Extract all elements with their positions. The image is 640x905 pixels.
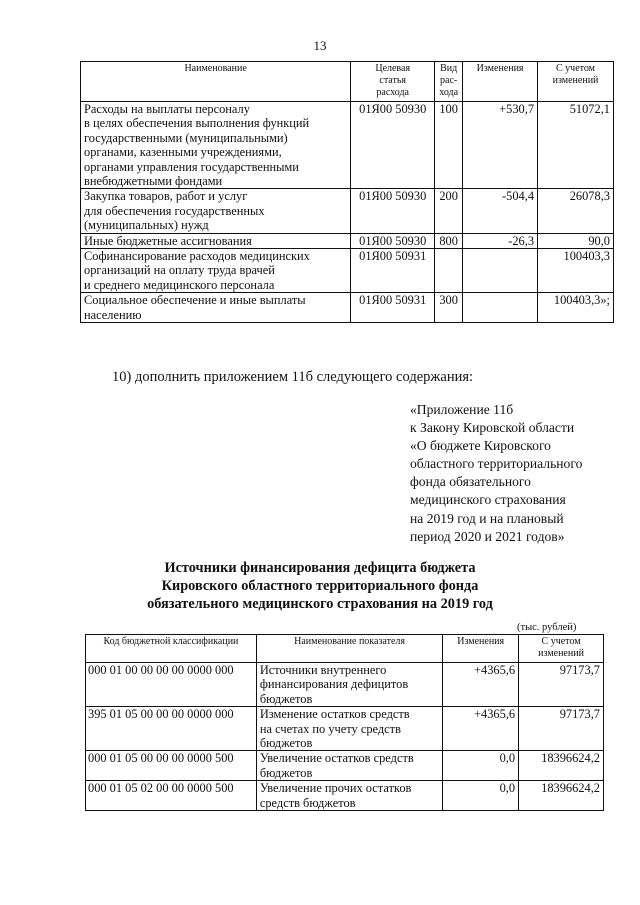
row-expense-type (435, 249, 463, 293)
row-name: Иные бюджетные ассигнования (81, 233, 351, 248)
row-name: Расходы на выплаты персоналу в целях обеспечения выполнения функций государственными (муниципальными) органами, казенными учреждениями, органами управления государственными внебюджетными фондами (81, 102, 351, 189)
row-total: 51072,1 (538, 102, 614, 189)
row-change: +4365,6 (443, 707, 519, 751)
row-name: Софинансирование расходов медицинских организаций на оплату труда врачей и среднего медицинского персонала (81, 249, 351, 293)
row-change: +530,7 (463, 102, 538, 189)
row-indicator: Источники внутреннего финансирования дефицитов бюджетов (256, 663, 442, 707)
row-target-article: 01Я00 50930 (351, 102, 435, 189)
row-total: 90,0 (538, 233, 614, 248)
header-target-article: Целевая статья расхода (351, 62, 435, 102)
row-budget-code: 395 01 05 00 00 00 0000 000 (86, 707, 257, 751)
row-budget-code: 000 01 00 00 00 00 0000 000 (86, 663, 257, 707)
header-changes: Изменения (463, 62, 538, 102)
row-target-article: 01Я00 50931 (351, 249, 435, 293)
row-total: 100403,3»; (538, 293, 614, 323)
row-indicator: Изменение остатков средств на счетах по учету средств бюджетов (256, 707, 442, 751)
header-indicator: Наименование показателя (256, 635, 442, 663)
table-row (81, 233, 614, 248)
table-row (81, 102, 614, 189)
table-row (86, 707, 604, 751)
expenditure-table (80, 61, 614, 323)
deficit-sources-table (85, 634, 604, 811)
row-total: 100403,3 (538, 249, 614, 293)
row-budget-code: 000 01 05 02 00 00 0000 500 (86, 781, 257, 811)
row-indicator: Увеличение остатков средств бюджетов (256, 751, 442, 781)
deficit-table-header (86, 635, 604, 663)
row-total: 18396624,2 (519, 781, 604, 811)
row-expense-type: 800 (435, 233, 463, 248)
amendment-paragraph: 10) дополнить приложением 11б следующего содержания: (112, 369, 474, 385)
row-change: 0,0 (443, 781, 519, 811)
table-row (81, 189, 614, 233)
row-expense-type: 300 (435, 293, 463, 323)
row-budget-code: 000 01 05 00 00 00 0000 500 (86, 751, 257, 781)
row-change: -504,4 (463, 189, 538, 233)
row-indicator: Увеличение прочих остатков средств бюджетов (256, 781, 442, 811)
table-row (86, 781, 604, 811)
header-total: С учетом изменений (538, 62, 614, 102)
row-name: Социальное обеспечение и иные выплаты населению (81, 293, 351, 323)
row-target-article: 01Я00 50930 (351, 233, 435, 248)
header-changes: Изменения (443, 635, 519, 663)
table-row (81, 293, 614, 323)
row-change: 0,0 (443, 751, 519, 781)
row-change: -26,3 (463, 233, 538, 248)
row-total: 97173,7 (519, 707, 604, 751)
units-label: (тыс. рублей) (517, 622, 577, 633)
row-change (463, 293, 538, 323)
row-target-article: 01Я00 50931 (351, 293, 435, 323)
row-target-article: 01Я00 50930 (351, 189, 435, 233)
page-number: 13 (313, 38, 327, 53)
header-name: Наименование (81, 62, 351, 102)
table-row (81, 249, 614, 293)
row-expense-type: 100 (435, 102, 463, 189)
row-total: 18396624,2 (519, 751, 604, 781)
header-total: С учетом изменений (519, 635, 604, 663)
row-change: +4365,6 (443, 663, 519, 707)
row-total: 97173,7 (519, 663, 604, 707)
section-heading: Источники финансирования дефицита бюджета Кировского областного территориального фонда обязательного медицинского страхования на 2019 год (147, 560, 493, 613)
header-expense-type: Вид рас- хода (435, 62, 463, 102)
row-total: 26078,3 (538, 189, 614, 233)
table-row (86, 751, 604, 781)
row-expense-type: 200 (435, 189, 463, 233)
expenditure-table-header (81, 62, 614, 102)
annex-reference: «Приложение 11б к Закону Кировской области «О бюджете Кировского областного территориального фонда обязательного медицинского страхования на 2019 год и на плановый период 2020 и 2021 годов» (410, 402, 583, 544)
header-budget-code: Код бюджетной классификации (86, 635, 257, 663)
row-name: Закупка товаров, работ и услуг для обеспечения государственных (муниципальных) нужд (81, 189, 351, 233)
row-change (463, 249, 538, 293)
table-row (86, 663, 604, 707)
